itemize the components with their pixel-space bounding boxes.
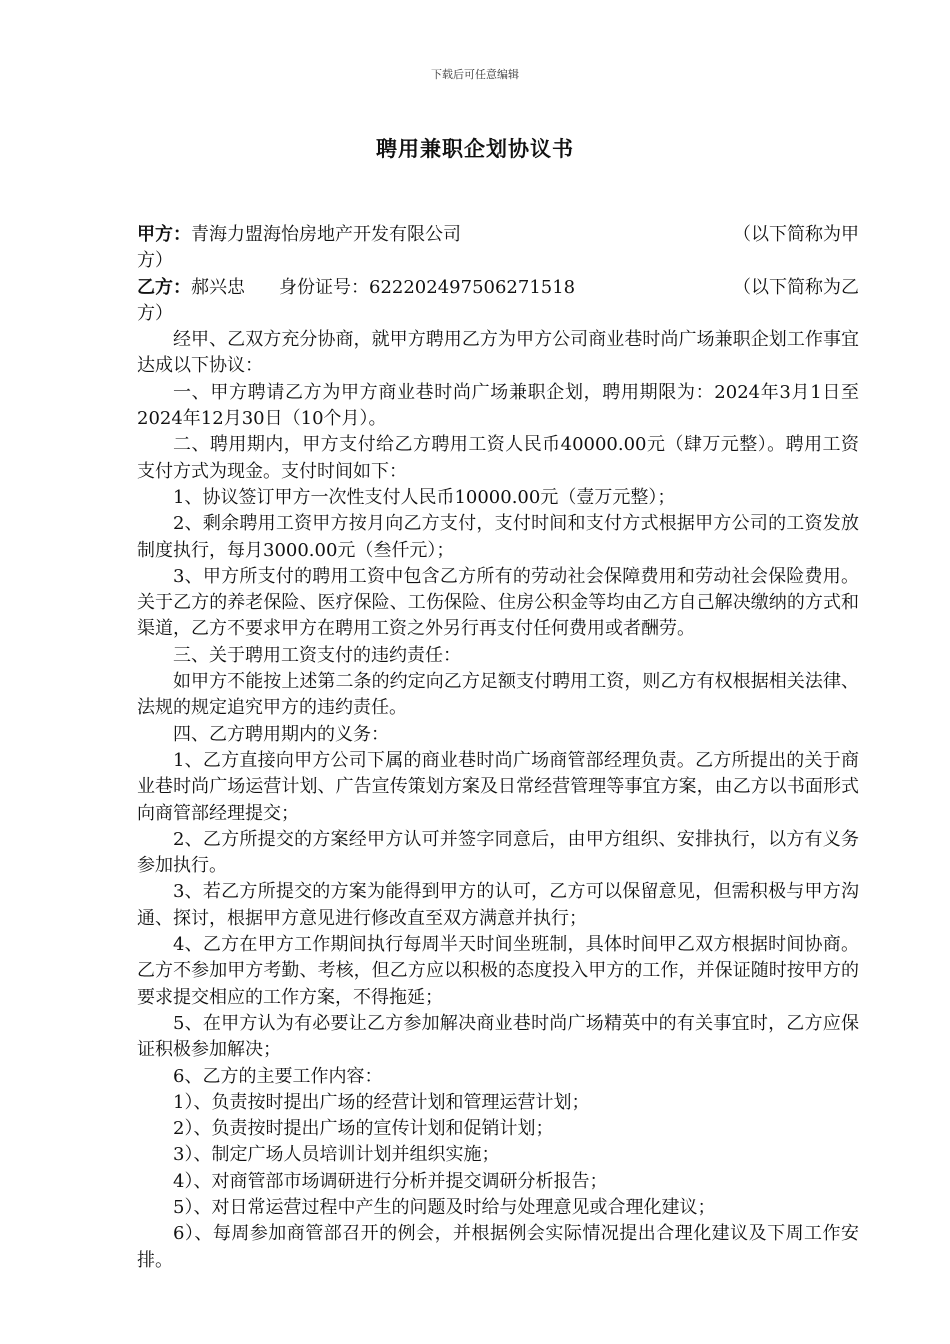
party-a-label: 甲方： [137,224,191,245]
paragraph-clause-2: 二、聘用期内，甲方支付给乙方聘用工资人民币40000.00元（肆万元整）。聘用工资支付方式为现金。支付时间如下： [137,434,859,482]
paragraph-clause-4-item-5: 5、在甲方认为有必要让乙方参加解决商业巷时尚广场精英中的有关事宜时，乙方应保证积极参加解决； [137,1012,859,1061]
party-b-id-label: 身份证号： [279,276,369,298]
party-b-alias: （以下简称为乙 [733,276,859,298]
party-b-line [137,275,859,301]
party-b-label: 乙方： [137,276,191,298]
document-body [137,222,859,1274]
work-item-5: 5）、对日常运营过程中产生的问题及时给与处理意见或合理化建议； [173,1196,716,1218]
work-item-6: 6）、每周参加商管部召开的例会，并根据例会实际情况提出合理化建议及下周工作安排。 [137,1223,859,1271]
party-b-name: 郝兴忠 [191,276,245,298]
paragraph-clause-2-item-2: 2、剩余聘用工资甲方按月向乙方支付，支付时间和支付方式根据甲方公司的工资发放制度执行，每月3000.00元（叁仟元）； [137,513,859,561]
paragraph-clause-4-item-6: 6、乙方的主要工作内容： [173,1065,383,1087]
header-note: 下载后可任意编辑 [431,68,519,81]
paragraph-clause-3-body: 如甲方不能按上述第二条的约定向乙方足额支付聘用工资，则乙方有权根据相关法律、法规的规定追究甲方的违约责任。 [137,671,859,719]
work-item-3: 3）、制定广场人员培训计划并组织实施； [173,1144,500,1166]
work-item-1: 1）、负责按时提出广场的经营计划和管理运营计划； [173,1091,590,1113]
party-a-alias-tail: 方） [137,250,173,272]
paragraph-clause-1: 一、甲方聘请乙方为甲方商业巷时尚广场兼职企划，聘用期限为：2024年3月1日至2024年12月30日（10个月）。 [137,381,859,430]
document-title: 聘用兼职企划协议书 [376,137,574,161]
paragraph-clause-4-item-1: 1、乙方直接向甲方公司下属的商业巷时尚广场商管部经理负责。乙方所提出的关于商业巷时尚广场运营计划、广告宣传策划方案及日常经营管理等事宜方案，由乙方以书面形式向商管部经理提交； [137,749,859,824]
work-item-4: 4）、对商管部市场调研进行分析并提交调研分析报告； [173,1170,608,1192]
party-a-name: 青海力盟海怡房地产开发有限公司 [191,224,461,245]
party-b-id-number: 622202497506271518 [369,276,576,298]
paragraph-clause-4-item-2: 2、乙方所提交的方案经甲方认可并签字同意后，由甲方组织、安排执行，以方有义务参加执行。 [137,828,859,877]
paragraph-clause-4: 四、乙方聘用期内的义务： [173,723,389,745]
paragraph-clause-4-item-4: 4、乙方在甲方工作期间执行每周半天时间坐班制，具体时间甲乙双方根据时间协商。乙方不参加甲方考勤、考核，但乙方应以积极的态度投入甲方的工作，并保证随时按甲方的要求提交相应的工作方案，不得拖延； [137,934,859,1008]
party-b-alias-tail: 方） [137,302,173,324]
paragraph-clause-2-item-3: 3、甲方所支付的聘用工资中包含乙方所有的劳动社会保障费用和劳动社会保险费用。关于乙方的养老保险、医疗保险、工伤保险、住房公积金等均由乙方自己解决缴纳的方式和渠道，乙方不要求甲方在聘用工资之外另行再支付任何费用或者酬劳。 [137,565,859,640]
paragraph-clause-3: 三、关于聘用工资支付的违约责任： [173,644,461,666]
party-a-alias: （以下简称为甲 [733,224,859,245]
work-item-2: 2）、负责按时提出广场的宣传计划和促销计划； [173,1118,554,1140]
paragraph-clause-4-item-3: 3、若乙方所提交的方案为能得到甲方的认可，乙方可以保留意见，但需积极与甲方沟通、探讨，根据甲方意见进行修改直至双方满意并执行； [137,881,859,929]
party-a-line [137,222,859,248]
paragraph-clause-2-item-1: 1、协议签订甲方一次性支付人民币10000.00元（壹万元整）； [173,486,676,508]
paragraph-intro: 经甲、乙双方充分协商，就甲方聘用乙方为甲方公司商业巷时尚广场兼职企划工作事宜达成以下协议： [137,329,859,377]
